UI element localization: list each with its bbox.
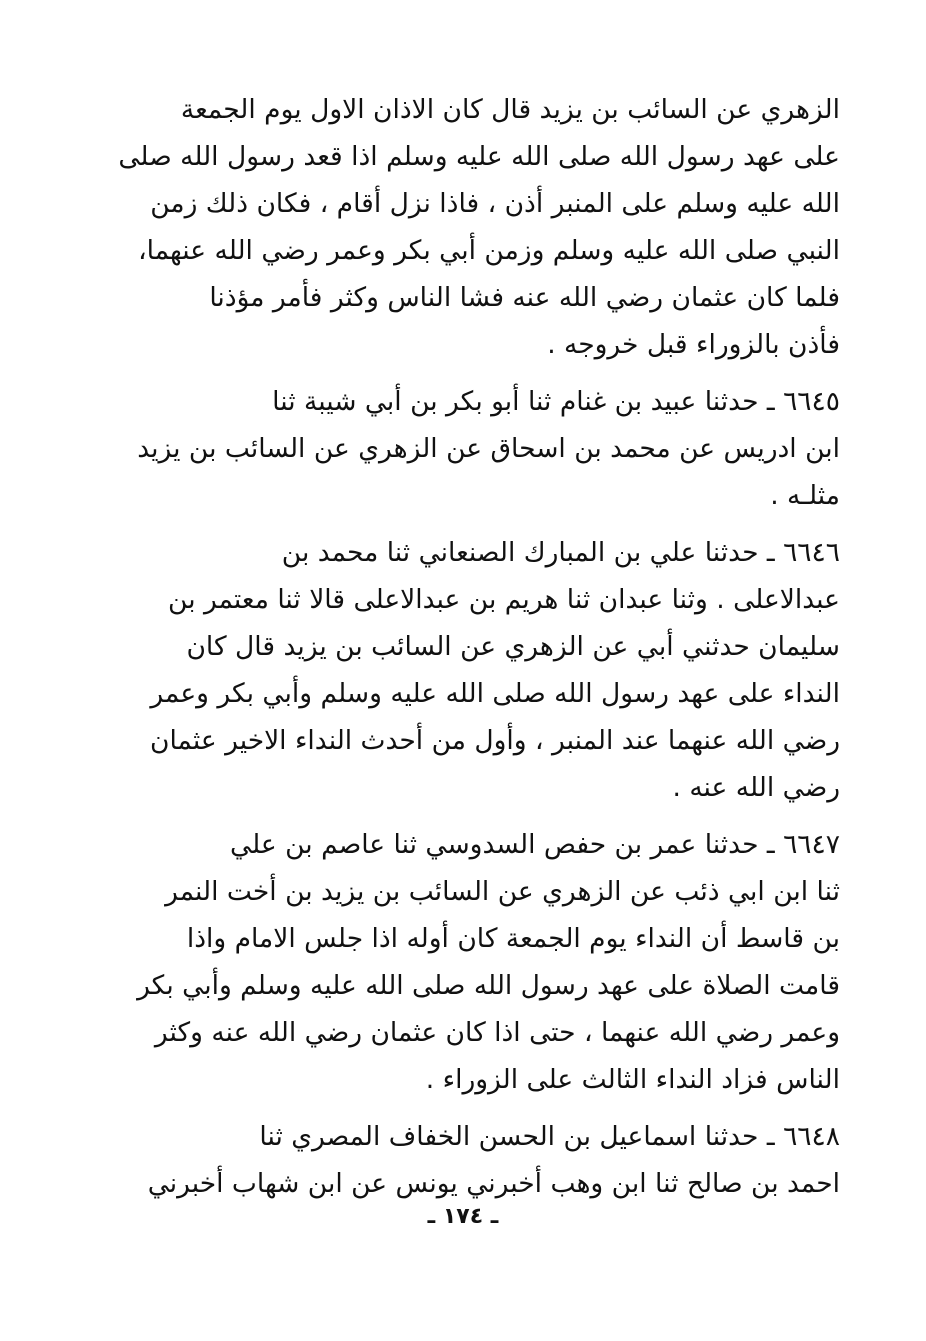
text-line: عبدالاعلى . وثنا عبدان ثنا هريم بن عبدالاعلى قالا ثنا معتمر بن xyxy=(168,584,840,615)
text-line: احمد بن صالح ثنا ابن وهب أخبرني يونس عن ابن شهاب أخبرني xyxy=(147,1168,840,1199)
main-text xyxy=(110,86,840,1207)
text-line: النداء على عهد رسول الله صلى الله عليه وسلم وأبي بكر وعمر xyxy=(150,678,840,709)
text-line: ٦٦٤٦ ـ حدثنا علي بن المبارك الصنعاني ثنا محمد بن xyxy=(281,537,840,568)
page-number: ـ ١٧٤ ـ xyxy=(427,1204,499,1229)
text-line: الله عليه وسلم على المنبر أذن ، فاذا نزل أقام ، فكان ذلك زمن xyxy=(150,188,840,219)
text-line: النبي صلى الله عليه وسلم وزمن أبي بكر وعمر رضي الله عنهما، xyxy=(138,235,840,266)
hadith-6646 xyxy=(110,529,840,811)
paragraph-gap xyxy=(110,1103,840,1113)
hadith-6647 xyxy=(110,821,840,1103)
text-line: ٦٦٤٧ ـ حدثنا عمر بن حفص السدوسي ثنا عاصم بن علي xyxy=(230,829,840,860)
text-line: مثلـه . xyxy=(770,480,840,511)
text-line: فلما كان عثمان رضي الله عنه فشا الناس وكثر فأمر مؤذنا xyxy=(209,282,840,313)
text-line: رضي الله عنه . xyxy=(672,772,840,803)
hadith-6645 xyxy=(110,378,840,519)
paragraph-gap xyxy=(110,368,840,378)
text-line: الزهري عن السائب بن يزيد قال كان الاذان الاول يوم الجمعة xyxy=(180,94,840,125)
text-line: ٦٦٤٨ ـ حدثنا اسماعيل بن الحسن الخفاف المصري ثنا xyxy=(259,1121,840,1152)
text-line: سليمان حدثني أبي عن الزهري عن السائب بن يزيد قال كان xyxy=(186,631,840,662)
paragraph-gap xyxy=(110,811,840,821)
hadith-6648 xyxy=(110,1113,840,1207)
text-line: بن قاسط أن النداء يوم الجمعة كان أوله اذا جلس الامام واذا xyxy=(186,923,840,954)
text-line: قامت الصلاة على عهد رسول الله صلى الله عليه وسلم وأبي بكر xyxy=(137,970,840,1001)
paragraph-continuation xyxy=(110,86,840,368)
text-line: ثنا ابن ابي ذئب عن الزهري عن السائب بن يزيد بن أخت النمر xyxy=(165,876,840,907)
text-line: ٦٦٤٥ ـ حدثنا عبيد بن غنام ثنا أبو بكر بن أبي شيبة ثنا xyxy=(272,386,840,417)
text-line: فأذن بالزوراء قبل خروجه . xyxy=(547,329,840,360)
text-line: ابن ادريس عن محمد بن اسحاق عن الزهري عن السائب بن يزيد xyxy=(137,433,840,464)
text-line: على عهد رسول الله صلى الله عليه وسلم اذا قعد رسول الله صلى xyxy=(118,141,840,172)
text-line: رضي الله عنهما عند المنبر ، وأول من أحدث النداء الاخير عثمان xyxy=(149,725,840,756)
text-line: الناس فزاد النداء الثالث على الزوراء . xyxy=(425,1064,840,1095)
paragraph-gap xyxy=(110,519,840,529)
text-line: وعمر رضي الله عنهما ، حتى اذا كان عثمان رضي الله عنه وكثر xyxy=(154,1017,840,1048)
